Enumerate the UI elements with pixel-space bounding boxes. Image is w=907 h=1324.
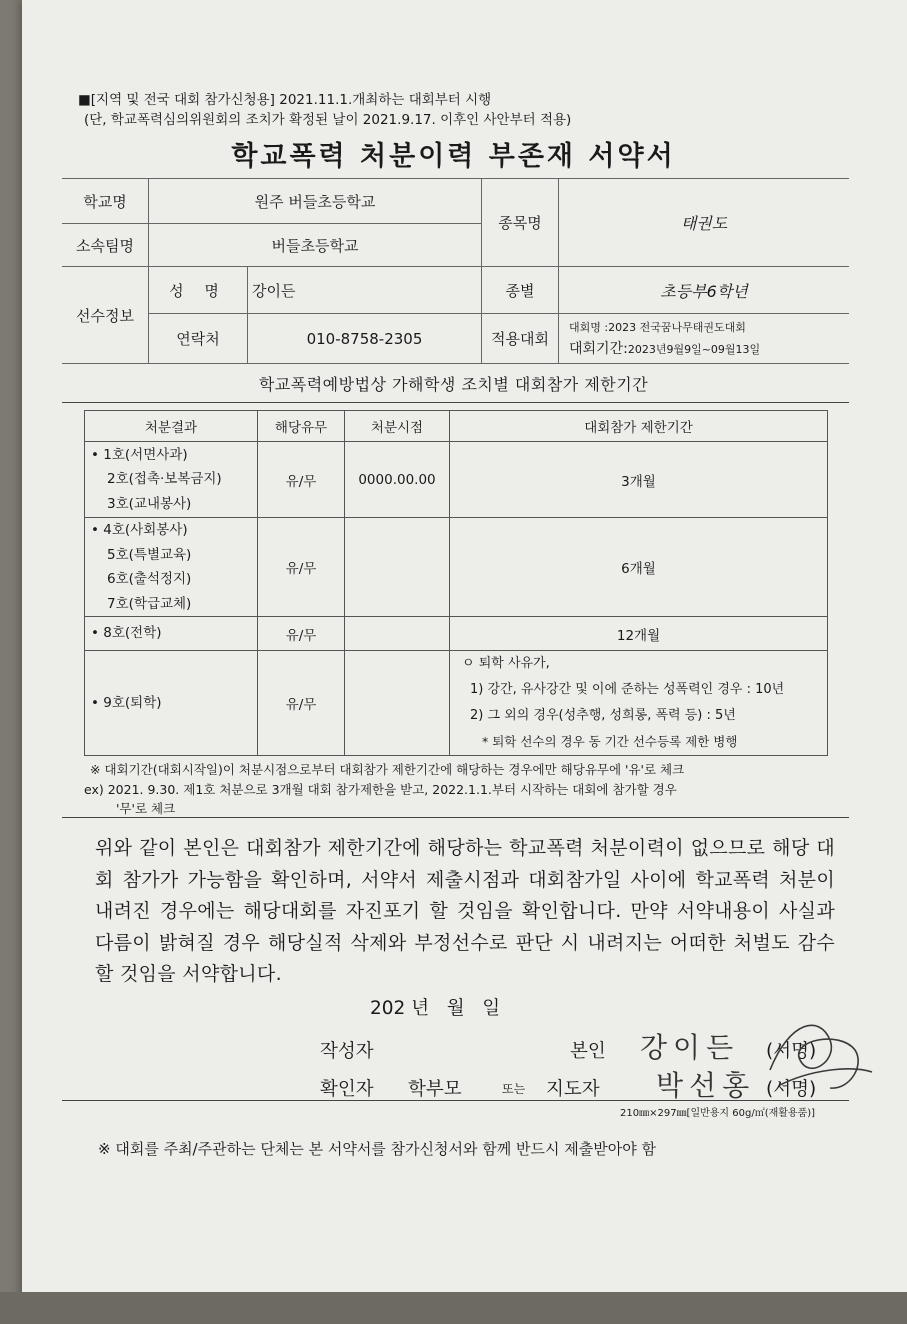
disposition-time: 0000.00.00 bbox=[345, 442, 450, 518]
category-label: 종별 bbox=[482, 267, 559, 314]
section-title: 학교폭력예방법상 가해학생 조치별 대회참가 제한기간 bbox=[258, 375, 649, 394]
confirm-label: 확인자 bbox=[320, 1079, 374, 1100]
school-label: 학교명 bbox=[62, 179, 149, 224]
signature-divider bbox=[62, 1100, 849, 1101]
result-item: • 8호(전학) bbox=[85, 617, 258, 651]
note-line-2: ex) 2021. 9.30. 제1호 처분으로 3개월 대회 참가제한을 받고, 2022.1.1.부터 시작하는 대회에 참가할 경우 bbox=[84, 782, 677, 797]
table-row bbox=[85, 518, 828, 617]
notes-divider bbox=[62, 817, 849, 818]
applicable-value: 유/무 bbox=[258, 518, 345, 617]
self-sign-suffix: (서명) bbox=[766, 1041, 817, 1062]
writer-label: 작성자 bbox=[320, 1041, 374, 1062]
signature-scribble bbox=[760, 1010, 878, 1100]
disposition-time bbox=[345, 518, 450, 617]
expulsion-note-line: 2) 그 외의 경우(성추행, 성희롱, 폭력 등) : 5년 bbox=[470, 708, 736, 723]
competition-period-label: 대회기간: bbox=[569, 340, 628, 357]
expulsion-note-line: 1) 강간, 유사강간 및 이에 준하는 성폭력인 경우 : 10년 bbox=[470, 682, 785, 697]
coach-signature: 박선홍 bbox=[656, 1069, 756, 1102]
section-divider bbox=[62, 402, 849, 403]
competition-period-value: 2023년9월9일~09월13일 bbox=[627, 342, 761, 356]
parent-label: 학부모 bbox=[408, 1079, 462, 1100]
limit-value: 6개월 bbox=[450, 518, 828, 617]
coach-label: 지도자 bbox=[546, 1079, 600, 1100]
applicable-value: 유/무 bbox=[258, 651, 345, 756]
note-line-1: ※ 대회기간(대회시작일)이 처분시점으로부터 대회참가 제한기간에 해당하는 경우에만 해당유무에 '유'로 체크 bbox=[90, 762, 685, 777]
team-value: 버들초등학교 bbox=[149, 224, 482, 267]
result-item: • 4호(사회봉사) bbox=[91, 522, 188, 538]
name-value: 강이든 bbox=[248, 267, 482, 314]
table-row bbox=[85, 651, 828, 756]
school-value: 원주 버들초등학교 bbox=[149, 179, 482, 224]
result-item: • 9호(퇴학) bbox=[85, 651, 258, 756]
col-header-applicable: 해당유무 bbox=[258, 411, 345, 442]
result-item: 7호(학급교체) bbox=[107, 595, 192, 612]
table-row bbox=[85, 442, 828, 518]
or-label: 또는 bbox=[502, 1082, 526, 1096]
applicable-value: 유/무 bbox=[258, 442, 345, 518]
result-item: 6호(출석정지) bbox=[107, 571, 192, 587]
paper-spec: 210㎜×297㎜[일반용지 60g/㎡(재활용품)] bbox=[620, 1108, 816, 1119]
self-signature: 강이든 bbox=[640, 1031, 740, 1064]
disposition-time bbox=[345, 617, 450, 651]
disposition-time bbox=[345, 651, 450, 756]
note-line-3: '무'로 체크 bbox=[116, 801, 176, 816]
col-header-time: 처분시점 bbox=[345, 411, 450, 442]
competition-name: 대회명 :2023 전국꿈나무태권도대회 bbox=[569, 320, 746, 334]
self-label: 본인 bbox=[570, 1041, 606, 1062]
document-title: 학교폭력 처분이력 부존재 서약서 bbox=[231, 141, 676, 172]
category-value: 초등부6학년 bbox=[559, 267, 850, 314]
event-label: 종목명 bbox=[482, 179, 559, 267]
col-header-result: 처분결과 bbox=[85, 411, 258, 442]
result-item: 2호(접촉·보복금지) bbox=[107, 471, 222, 488]
limit-value: 3개월 bbox=[450, 442, 828, 518]
disposition-table bbox=[84, 410, 828, 756]
contact-label: 연락처 bbox=[149, 314, 248, 364]
event-value: 태권도 bbox=[559, 179, 850, 267]
competition-label: 적용대회 bbox=[482, 314, 559, 364]
result-item: 3호(교내봉사) bbox=[107, 495, 192, 512]
pledge-text: 위와 같이 본인은 대회참가 제한기간에 해당하는 학교폭력 처분이력이 없으므로 해당 대회 참가가 가능함을 확인하며, 서약서 제출시점과 대회참가일 사이에 학교폭력 처분이 내려진 경우에는 해당대회를 자진포기 할 것임을 확인합니다. 만약 서약내용이 사실과 다름이 밝혀질 경우 해당실적 삭제와 부정선수로 판단 시 내려지는 어떠한 처벌도 감수할 것임을 서약합니다. bbox=[95, 837, 835, 985]
background-surface bbox=[0, 1292, 907, 1324]
applicable-value: 유/무 bbox=[258, 617, 345, 651]
contact-value: 010-8758-2305 bbox=[248, 314, 482, 364]
table-row bbox=[85, 617, 828, 651]
applicant-info-table bbox=[62, 178, 849, 364]
result-item: • 1호(서면사과) bbox=[91, 446, 188, 463]
expulsion-note-line: * 퇴학 선수의 경우 동 기간 선수등록 제한 병행 bbox=[482, 734, 738, 749]
name-label: 성 명 bbox=[149, 267, 248, 314]
coach-sign-suffix: (서명) bbox=[766, 1079, 817, 1100]
header-line-1: ■[지역 및 전국 대회 참가신청용] 2021.11.1.개최하는 대회부터 시행 bbox=[78, 92, 492, 108]
team-label: 소속팀명 bbox=[62, 224, 149, 267]
date-line: 202 년 월 일 bbox=[370, 998, 501, 1019]
expulsion-note-line: ㅇ 퇴학 사유가, bbox=[462, 656, 550, 671]
result-item: 5호(특별교육) bbox=[107, 546, 192, 563]
footer-note: ※ 대회를 주최/주관하는 단체는 본 서약서를 참가신청서와 함께 반드시 제출받아야 함 bbox=[98, 1140, 656, 1158]
header-line-2: (단, 학교폭력심의위원회의 조치가 확정된 날이 2021.9.17. 이후인 사안부터 적용) bbox=[84, 112, 572, 128]
col-header-limit: 대회참가 제한기간 bbox=[450, 411, 828, 442]
limit-value: 12개월 bbox=[450, 617, 828, 651]
player-info-label: 선수정보 bbox=[62, 267, 149, 364]
